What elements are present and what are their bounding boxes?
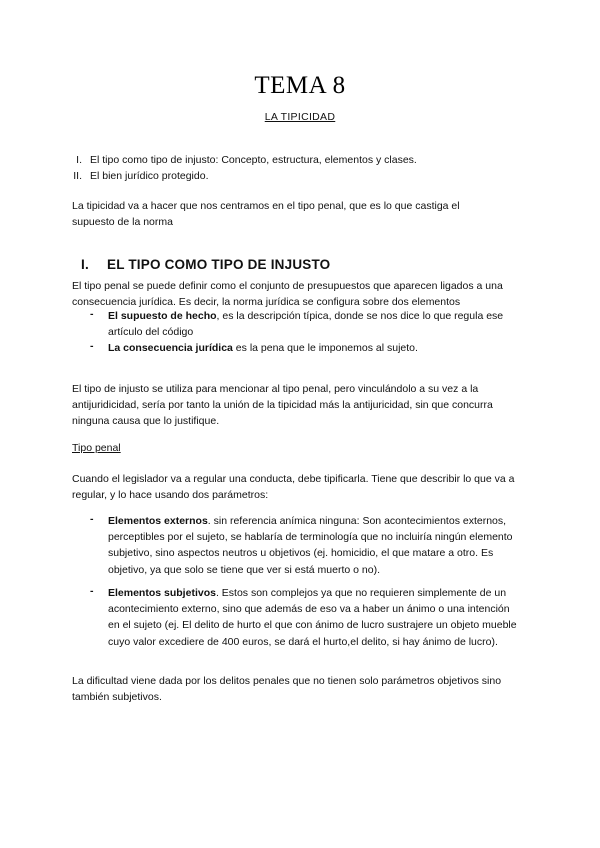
list-item-term: La consecuencia jurídica <box>108 342 233 354</box>
section-paragraph: El tipo penal se puede definir como el conjunto de presupuestos que aparecen ligados a una consecuencia jurídica. Es decir, la norma jurídica se configura sobre dos elementos <box>72 280 503 309</box>
list-item-text: , es la descripción típica, donde se nos dice lo que regula ese artículo del código <box>108 310 504 339</box>
list-item <box>108 308 528 340</box>
list-item-term: El supuesto de hecho <box>108 310 217 322</box>
toc-text: El tipo como tipo de injusto: Concepto, estructura, elementos y clases. <box>90 154 417 166</box>
page-subtitle: LA TIPICIDAD <box>264 111 336 123</box>
bullet-marker: - <box>90 340 94 352</box>
section-number: I. <box>81 257 89 272</box>
list-item-text: . Estos son complejos ya que no requieren simplemente de un acontecimiento externo, sino que además de eso va a haber un ánimo o una intención en el sujeto (ej. El delito de hurto el que con ánimo de lucro sustrajere un objeto mueble cuyo valor excediere de 400 euros, se dará el hurto,el delito, si hay ánimo de lucro). <box>108 587 517 648</box>
bullet-marker: - <box>90 513 94 525</box>
bullet-marker: - <box>90 308 94 320</box>
section-heading <box>81 257 330 272</box>
list-item <box>108 513 524 578</box>
list-item-term: Elementos externos <box>108 515 208 527</box>
subheading-tipo-penal: Tipo penal <box>72 442 121 454</box>
section-paragraph-2: El tipo de injusto se utiliza para mencionar al tipo penal, pero vinculándolo a su vez a la antijuridicidad, sería por tanto la unión de la tipicidad más la antijuricidad, sin que concurra ninguna causa que lo justifique. <box>72 383 493 428</box>
list-item-text: . sin referencia anímica ninguna: Son acontecimientos externos, perceptibles por el sujeto, se hablaría de terminología que no incluiría ningún elemento subjetivo, sino aspectos neutros u objetivos (ej. homicidio, el que matare a otro. Es objetivo, ya que solo se tiene que ver si está muerto o no). <box>108 515 513 576</box>
bullet-marker: - <box>90 585 94 597</box>
list-item-term: Elementos subjetivos <box>108 587 216 599</box>
toc-number: I. <box>76 154 82 166</box>
toc-number: II. <box>73 170 82 182</box>
toc-text: El bien jurídico protegido. <box>90 170 209 182</box>
section-title: EL TIPO COMO TIPO DE INJUSTO <box>107 257 331 272</box>
list-item <box>108 585 524 650</box>
intro-paragraph: La tipicidad va a hacer que nos centramos en el tipo penal, que es lo que castiga el supuesto de la norma <box>72 200 460 229</box>
list-item-text: es la pena que le imponemos al sujeto. <box>232 342 418 354</box>
closing-paragraph: La dificultad viene dada por los delitos penales que no tienen solo parámetros objetivos sino también subjetivos. <box>72 675 502 704</box>
list-item <box>108 340 528 356</box>
page-title: TEMA 8 <box>254 72 346 99</box>
tipo-penal-paragraph: Cuando el legislador va a regular una conducta, debe tipificarla. Tiene que describir lo que va a regular, y lo hace usando dos parámetros: <box>72 473 515 502</box>
